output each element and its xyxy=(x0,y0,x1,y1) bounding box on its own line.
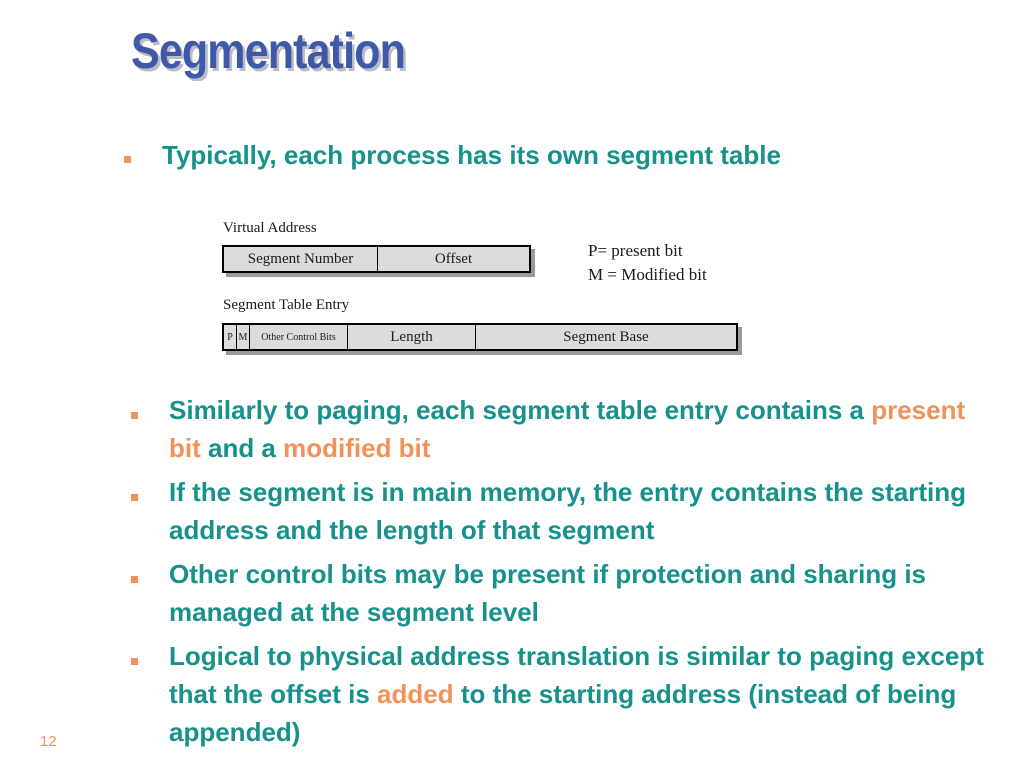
legend-present-bit: P= present bit xyxy=(588,241,683,260)
bullet-2-part-1: Similarly to paging, each segment table entry contains a xyxy=(169,395,872,425)
segment-base-field: Segment Base xyxy=(563,328,649,345)
modified-bit-highlight: modified bit xyxy=(283,433,431,463)
bullet-marker xyxy=(124,156,131,163)
present-bit-highlight: present bit xyxy=(169,395,966,463)
offset-field: Offset xyxy=(434,250,473,267)
bullet-text-2 xyxy=(169,391,969,467)
bullet-marker xyxy=(131,494,138,501)
slide-number: 12 xyxy=(40,733,57,750)
bullet-5-part-1: Logical to physical address translation is similar to paging except that the offset is xyxy=(169,641,984,709)
bullet-5-part-2: to the starting address (instead of being appended) xyxy=(169,679,957,747)
bullet-text-1: Typically, each process has its own segment table xyxy=(162,140,781,170)
segment-entry-label: Segment Table Entry xyxy=(223,297,350,313)
bullet-marker xyxy=(131,412,138,419)
virtual-address-label: Virtual Address xyxy=(223,220,317,236)
legend-modified-bit: M = Modified bit xyxy=(588,265,707,284)
bullet-text-3: If the segment is in main memory, the entry contains the starting address and the length of that segment xyxy=(169,477,967,545)
bullet-text-4: Other control bits may be present if protection and sharing is managed at the segment level xyxy=(169,559,927,627)
slide-title: Segmentation xyxy=(131,23,405,79)
bullet-marker xyxy=(131,576,138,583)
m-field: M xyxy=(237,325,250,349)
other-control-bits-field: Other Control Bits xyxy=(250,325,348,349)
length-field: Length xyxy=(348,325,476,349)
bullet-marker xyxy=(131,658,138,665)
virtual-address-box xyxy=(222,245,531,273)
bullet-text-5 xyxy=(169,637,989,751)
segment-number-field: Segment Number xyxy=(224,247,378,271)
added-highlight: added xyxy=(377,679,454,709)
bullet-2-part-2: and a xyxy=(200,433,284,463)
p-field: P xyxy=(224,325,237,349)
segment-entry-box xyxy=(222,323,738,351)
